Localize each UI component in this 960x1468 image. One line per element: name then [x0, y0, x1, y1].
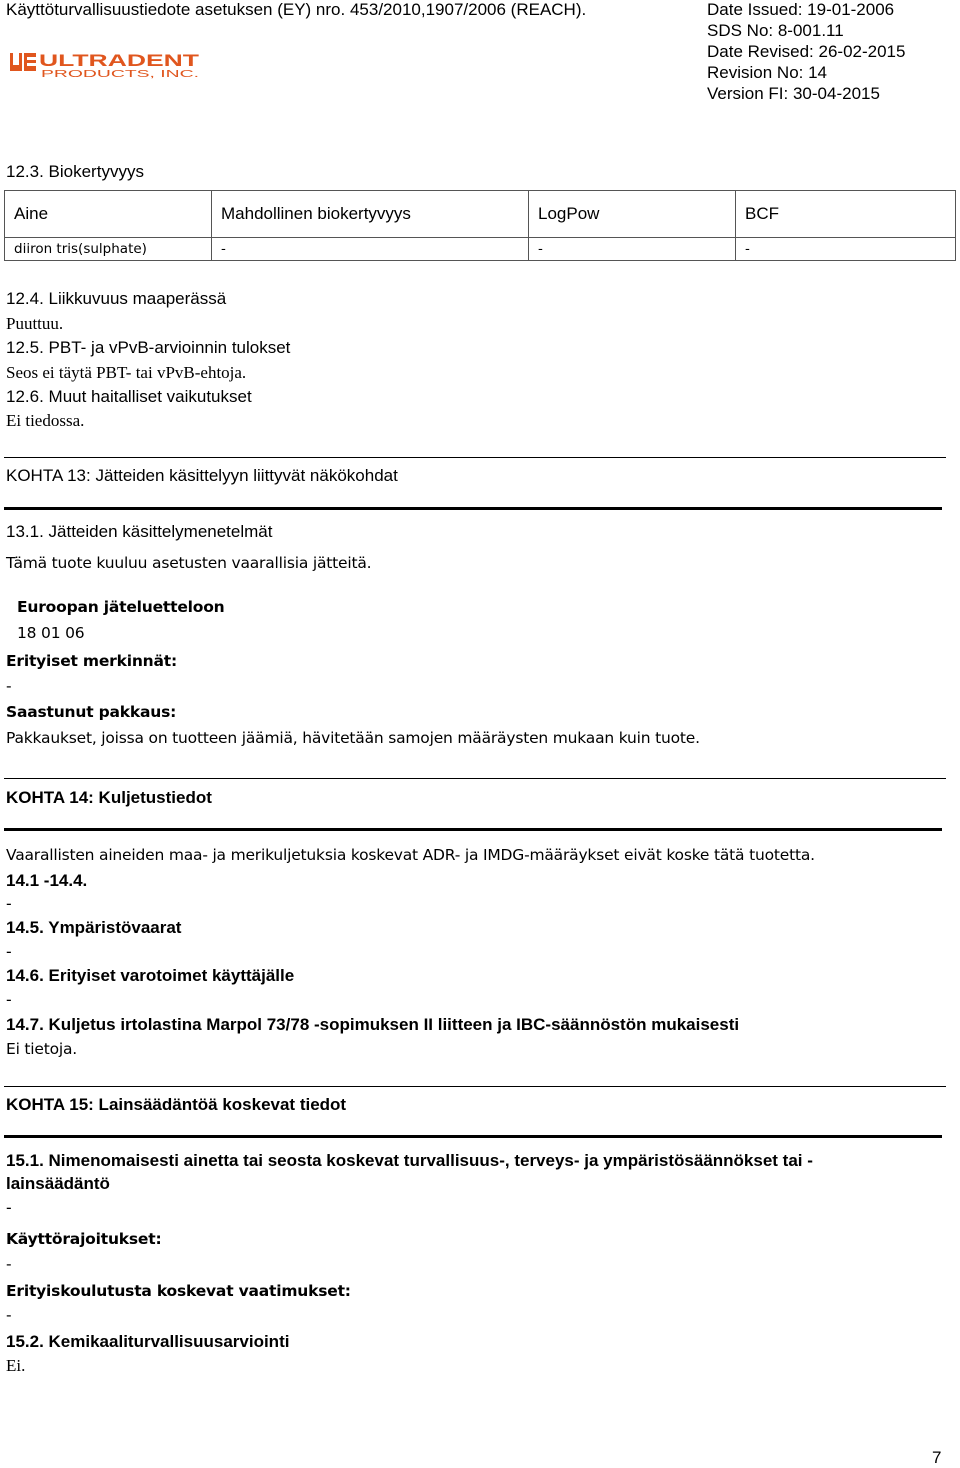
divider-thick	[4, 507, 942, 510]
date-issued: Date Issued: 19-01-2006	[707, 0, 895, 19]
table-row	[5, 238, 956, 261]
section-14-7-text: Ei tietoja.	[6, 1040, 78, 1058]
ultradent-logo	[10, 50, 200, 80]
page-number: 7	[932, 1448, 942, 1467]
section-12-3-title: 12.3. Biokertyvyys	[6, 162, 144, 181]
divider	[4, 778, 946, 779]
special-marks-label: Erityiset merkinnät:	[6, 652, 177, 670]
contaminated-packaging-text: Pakkaukset, joissa on tuotteen jäämiä, hävitetään samojen määräysten mukaan kuin tuote.	[6, 729, 700, 747]
section-14-text: Vaarallisten aineiden maa- ja merikuljetuksia koskevat ADR- ja IMDG-määräykset eivät koske tätä tuotetta.	[6, 846, 815, 864]
section-14-6-value: -	[6, 990, 12, 1009]
section-13-1-text: Tämä tuote kuuluu asetusten vaarallisia jätteitä.	[6, 554, 372, 572]
table-cell: diiron tris(sulphate)	[5, 238, 212, 261]
section-12-4-title: 12.4. Liikkuvuus maaperässä	[6, 289, 227, 308]
section-14-5-title: 14.5. Ympäristövaarat	[6, 918, 182, 937]
logo-subtext: PRODUCTS, INC.	[41, 69, 199, 80]
divider-thick	[4, 1135, 942, 1138]
usage-restrictions-label: Käyttörajoitukset:	[6, 1230, 162, 1248]
section-13-1-title: 13.1. Jätteiden käsittelymenetelmät	[6, 522, 273, 541]
date-revised: Date Revised: 26-02-2015	[707, 42, 906, 61]
table-header-row	[5, 191, 956, 238]
table-cell: -	[529, 238, 736, 261]
section-15-1-title-line2: lainsäädäntö	[6, 1174, 110, 1193]
section-12-5-title: 12.5. PBT- ja vPvB-arvioinnin tulokset	[6, 338, 291, 357]
section-12-5-text: Seos ei täytä PBT- tai vPvB-ehtoja.	[6, 363, 247, 382]
section-15-title: KOHTA 15: Lainsäädäntöä koskevat tiedot	[6, 1095, 347, 1114]
section-15-1-value: -	[6, 1198, 12, 1217]
section-14-5-value: -	[6, 942, 12, 961]
version: Version FI: 30-04-2015	[707, 84, 880, 103]
section-15-2-title: 15.2. Kemikaaliturvallisuusarviointi	[6, 1332, 290, 1351]
regulation-title: Käyttöturvallisuustiedote asetuksen (EY) nro. 453/2010,1907/2006 (REACH).	[6, 0, 587, 19]
training-requirements-value: -	[6, 1306, 12, 1324]
section-14-1-4-title: 14.1 -14.4.	[6, 871, 88, 890]
divider-thick	[4, 828, 942, 831]
section-15-1-title-line1: 15.1. Nimenomaisesti ainetta tai seosta koskevat turvallisuus-, terveys- ja ympäristösäännökset tai -	[6, 1151, 813, 1170]
col-header-logpow: LogPow	[529, 191, 736, 238]
contaminated-packaging-label: Saastunut pakkaus:	[6, 703, 177, 721]
col-header-substance: Aine	[5, 191, 212, 238]
section-12-6-text: Ei tiedossa.	[6, 411, 85, 430]
table-cell: -	[736, 238, 956, 261]
section-14-1-4-value: -	[6, 894, 12, 913]
revision-number: Revision No: 14	[707, 63, 828, 82]
table-cell: -	[212, 238, 529, 261]
special-marks-value: -	[6, 677, 12, 695]
logo-wordmark: ULTRADENT	[39, 51, 200, 70]
section-14-6-title: 14.6. Erityiset varotoimet käyttäjälle	[6, 966, 295, 985]
ewc-code: 18 01 06	[17, 624, 85, 642]
divider	[4, 1086, 946, 1087]
sds-number: SDS No: 8-001.11	[707, 21, 844, 40]
section-13-title: KOHTA 13: Jätteiden käsittelyyn liittyvät näkökohdat	[6, 466, 398, 485]
usage-restrictions-value: -	[6, 1255, 12, 1273]
col-header-bcf: BCF	[736, 191, 956, 238]
col-header-bioaccumulation: Mahdollinen biokertyvyys	[212, 191, 529, 238]
ewc-label: Euroopan jäteluetteloon	[17, 598, 225, 616]
section-14-title: KOHTA 14: Kuljetustiedot	[6, 788, 212, 807]
section-15-2-text: Ei.	[6, 1356, 26, 1375]
training-requirements-label: Erityiskoulutusta koskevat vaatimukset:	[6, 1282, 351, 1300]
divider	[4, 457, 946, 458]
section-14-7-title: 14.7. Kuljetus irtolastina Marpol 73/78 -sopimuksen II liitteen ja IBC-säännöstön mukaisesti	[6, 1015, 740, 1034]
section-12-4-text: Puuttuu.	[6, 314, 64, 333]
bioaccumulation-table	[4, 190, 956, 261]
section-12-6-title: 12.6. Muut haitalliset vaikutukset	[6, 387, 252, 406]
